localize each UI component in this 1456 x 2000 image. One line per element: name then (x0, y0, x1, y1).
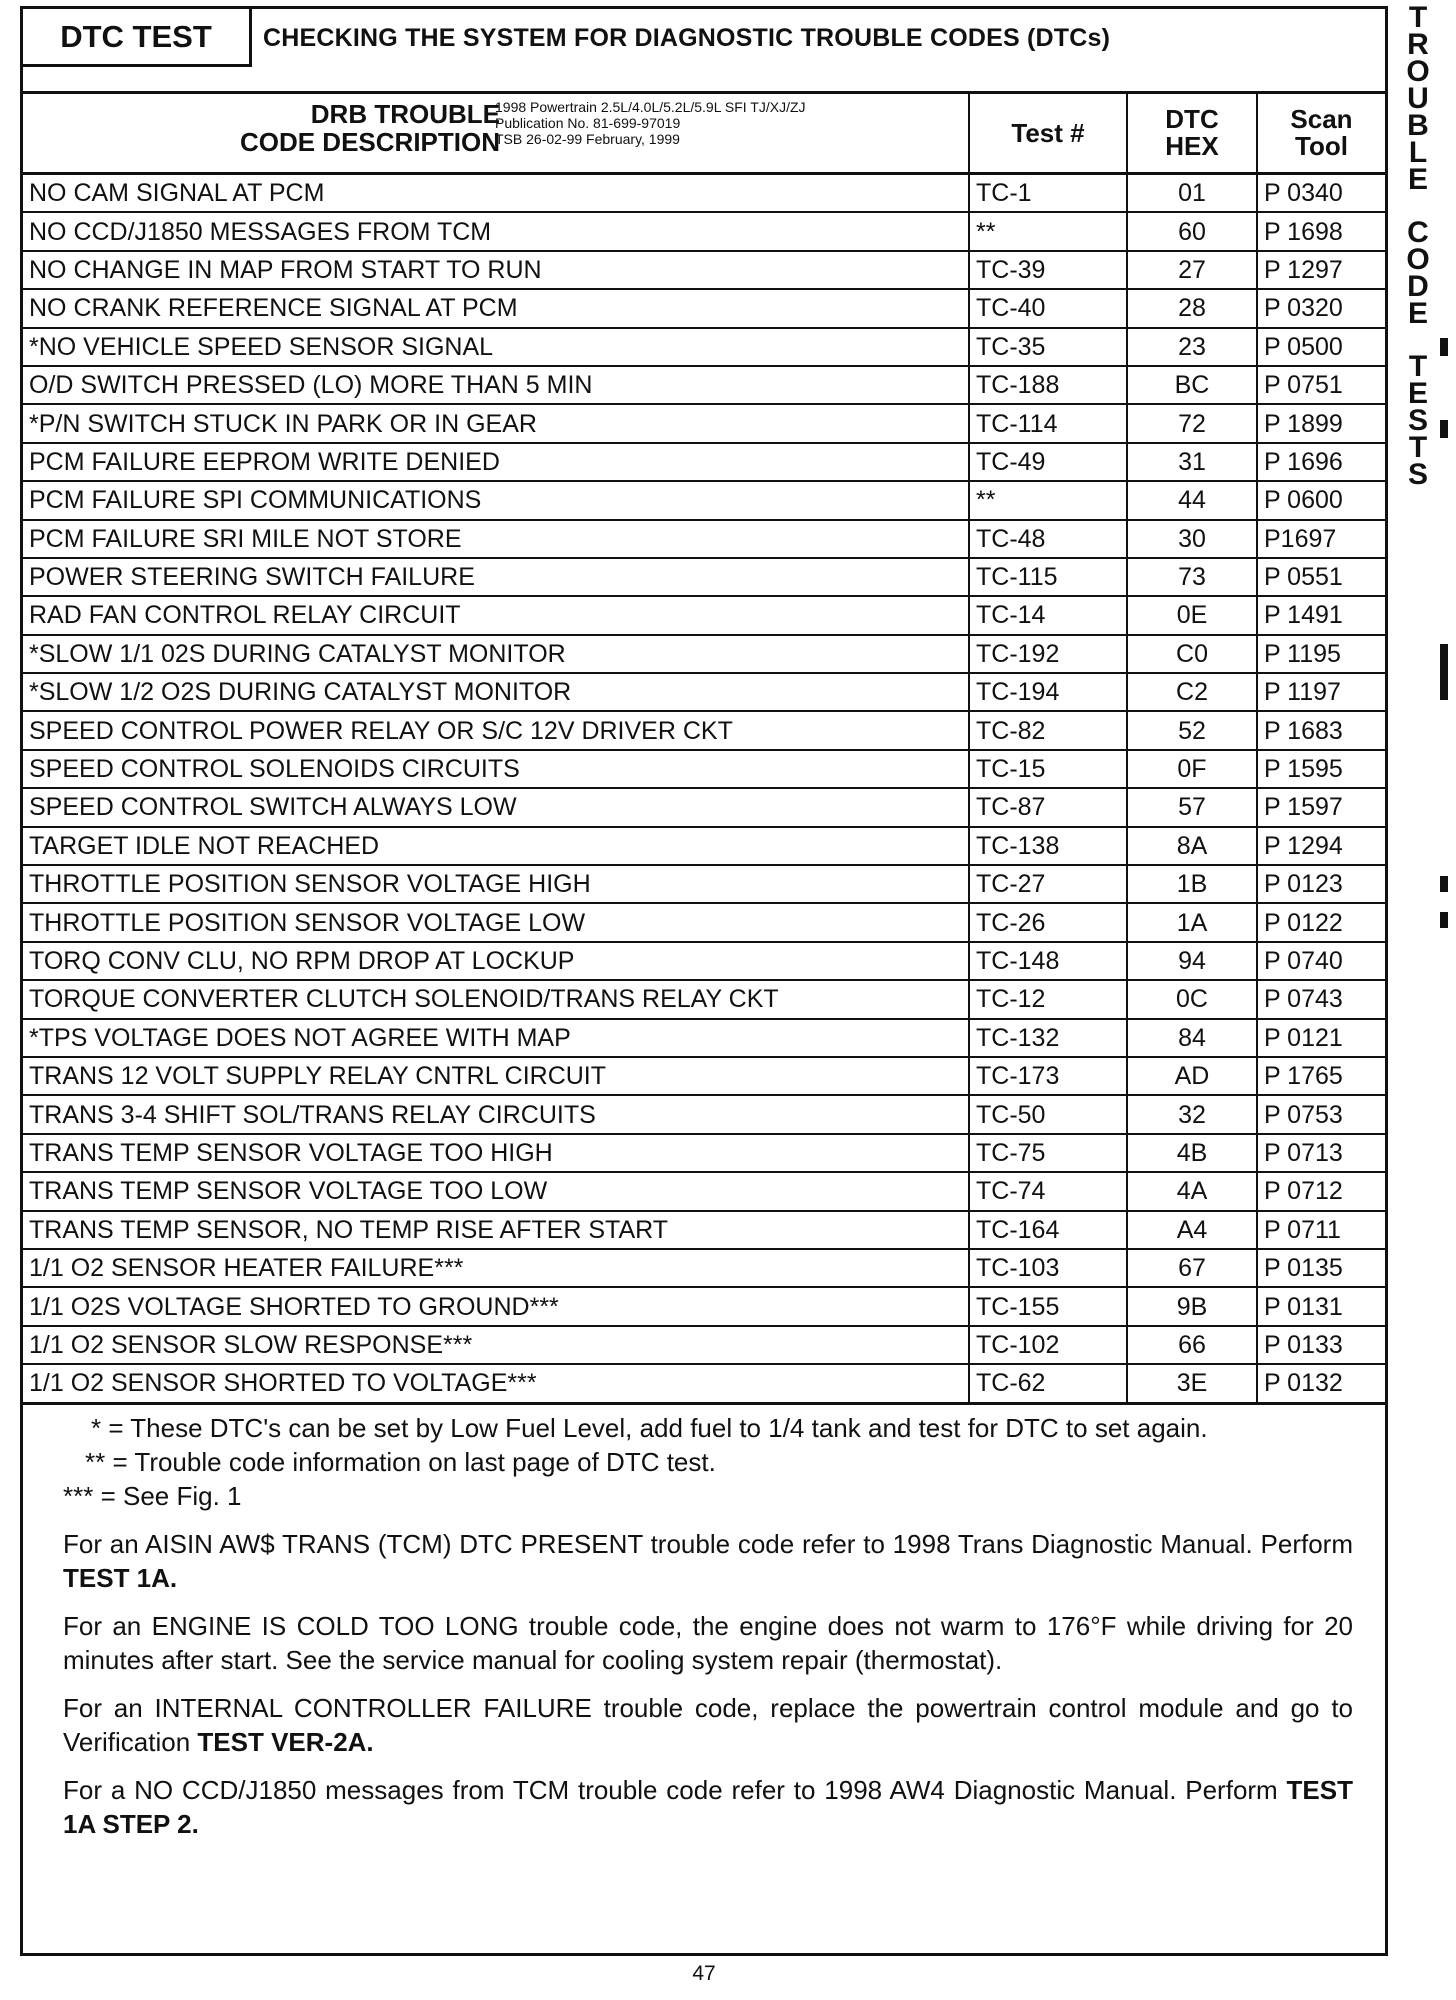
cell-description: *SLOW 1/2 O2S DURING CATALYST MONITOR (23, 673, 969, 711)
test-column-header (969, 94, 1127, 174)
thumb-index-mark (1440, 876, 1448, 892)
table-row (23, 366, 1385, 404)
cell-hex: 27 (1127, 251, 1257, 289)
cell-description: 1/1 O2 SENSOR HEATER FAILURE*** (23, 1249, 969, 1287)
cell-scan: P 0133 (1257, 1326, 1385, 1364)
cell-scan: P 1195 (1257, 635, 1385, 673)
cell-hex: 30 (1127, 520, 1257, 558)
table-row (23, 1364, 1385, 1403)
cell-description: *P/N SWITCH STUCK IN PARK OR IN GEAR (23, 404, 969, 442)
publication-info (495, 99, 806, 147)
cell-hex: C0 (1127, 635, 1257, 673)
cell-description: TRANS 12 VOLT SUPPLY RELAY CNTRL CIRCUIT (23, 1057, 969, 1095)
cell-scan: P 0711 (1257, 1211, 1385, 1249)
table-row (23, 558, 1385, 596)
cell-hex: 4A (1127, 1172, 1257, 1210)
cell-scan: P 0753 (1257, 1095, 1385, 1133)
side-tab-word-code (1398, 216, 1438, 330)
cell-test: TC-173 (969, 1057, 1127, 1095)
page-number: 47 (692, 1962, 716, 1985)
cell-description: THROTTLE POSITION SENSOR VOLTAGE LOW (23, 903, 969, 941)
cell-description: SPEED CONTROL POWER RELAY OR S/C 12V DRIVER CKT (23, 711, 969, 749)
cell-test: TC-194 (969, 673, 1127, 711)
note-no-ccd (63, 1773, 1353, 1841)
cell-test: TC-39 (969, 251, 1127, 289)
note-aisin-trans (63, 1527, 1353, 1595)
scan-header-line2: Tool (1295, 131, 1348, 161)
cell-scan: P 1765 (1257, 1057, 1385, 1095)
cell-description: *NO VEHICLE SPEED SENSOR SIGNAL (23, 328, 969, 366)
table-row (23, 865, 1385, 903)
table-row (23, 328, 1385, 366)
test-header-label: Test # (1011, 117, 1085, 148)
cell-scan: P 0740 (1257, 942, 1385, 980)
cell-description: O/D SWITCH PRESSED (LO) MORE THAN 5 MIN (23, 366, 969, 404)
cell-hex: 72 (1127, 404, 1257, 442)
side-tab-letter: T (1408, 431, 1428, 464)
table-row (23, 481, 1385, 519)
cell-hex: 67 (1127, 1249, 1257, 1287)
cell-test: TC-164 (969, 1211, 1127, 1249)
cell-hex: 9B (1127, 1287, 1257, 1325)
cell-scan: P 0713 (1257, 1134, 1385, 1172)
page-title: CHECKING THE SYSTEM FOR DIAGNOSTIC TROUBLE CODES (DTCs) (263, 24, 1111, 52)
cell-description: TRANS TEMP SENSOR VOLTAGE TOO HIGH (23, 1134, 969, 1172)
table-row (23, 1019, 1385, 1057)
cell-scan: P 1491 (1257, 596, 1385, 634)
table-header-row (23, 94, 1385, 174)
table-row (23, 711, 1385, 749)
table-row (23, 1326, 1385, 1364)
cell-scan: P 0743 (1257, 980, 1385, 1018)
table-row (23, 1249, 1385, 1287)
section-side-tab (1398, 1, 1438, 491)
cell-hex: A4 (1127, 1211, 1257, 1249)
cell-description: RAD FAN CONTROL RELAY CIRCUIT (23, 596, 969, 634)
cell-test: TC-102 (969, 1326, 1127, 1364)
cell-test: TC-82 (969, 711, 1127, 749)
table-row (23, 1134, 1385, 1172)
scan-header-line1: Scan (1290, 104, 1353, 134)
cell-description: SPEED CONTROL SWITCH ALWAYS LOW (23, 788, 969, 826)
note-aisin-trans-test: TEST 1A. (63, 1563, 178, 1593)
cell-description: *TPS VOLTAGE DOES NOT AGREE WITH MAP (23, 1019, 969, 1057)
cell-description: THROTTLE POSITION SENSOR VOLTAGE HIGH (23, 865, 969, 903)
cell-test: TC-148 (969, 942, 1127, 980)
table-row (23, 750, 1385, 788)
side-tab-letter: B (1407, 109, 1429, 142)
cell-test: TC-15 (969, 750, 1127, 788)
cell-scan: P 1297 (1257, 251, 1385, 289)
cell-test: TC-74 (969, 1172, 1127, 1210)
cell-scan: P 1683 (1257, 711, 1385, 749)
cell-scan: P 1698 (1257, 212, 1385, 250)
note-no-ccd-text: For a NO CCD/J1850 messages from TCM trouble code refer to 1998 AW4 Diagnostic Manual. Perform (63, 1775, 1287, 1805)
notes-section (63, 1411, 1353, 1841)
cell-description: TORQ CONV CLU, NO RPM DROP AT LOCKUP (23, 942, 969, 980)
table-row (23, 404, 1385, 442)
thumb-index-mark (1440, 420, 1448, 438)
section-label: DTC TEST (23, 9, 252, 67)
description-column-header (23, 94, 969, 174)
cell-hex: 94 (1127, 942, 1257, 980)
publication-line1: 1998 Powertrain 2.5L/4.0L/5.2L/5.9L SFI TJ/XJ/ZJ (495, 99, 806, 115)
table-row (23, 980, 1385, 1018)
cell-hex: 73 (1127, 558, 1257, 596)
description-title-line1: DRB TROUBLE (310, 99, 500, 129)
side-tab-letter: T (1408, 1, 1428, 34)
cell-description: *SLOW 1/1 02S DURING CATALYST MONITOR (23, 635, 969, 673)
cell-test: TC-48 (969, 520, 1127, 558)
cell-test: TC-114 (969, 404, 1127, 442)
cell-description: TRANS TEMP SENSOR VOLTAGE TOO LOW (23, 1172, 969, 1210)
cell-hex: BC (1127, 366, 1257, 404)
table-row (23, 903, 1385, 941)
cell-test: TC-62 (969, 1364, 1127, 1403)
thumb-index-mark (1440, 338, 1448, 356)
cell-scan: P 0751 (1257, 366, 1385, 404)
cell-scan: P 1597 (1257, 788, 1385, 826)
cell-description: PCM FAILURE SRI MILE NOT STORE (23, 520, 969, 558)
cell-test: TC-138 (969, 827, 1127, 865)
note-internal-controller-text: For an INTERNAL CONTROLLER FAILURE trouble code, replace the powertrain control module and go to Verification (63, 1693, 1353, 1757)
cell-hex: 44 (1127, 481, 1257, 519)
table-row (23, 635, 1385, 673)
table-row (23, 1287, 1385, 1325)
cell-description: TRANS 3-4 SHIFT SOL/TRANS RELAY CIRCUITS (23, 1095, 969, 1133)
cell-scan: P 0121 (1257, 1019, 1385, 1057)
dtc-rows (23, 174, 1385, 1404)
cell-hex: 8A (1127, 827, 1257, 865)
cell-scan: P 0600 (1257, 481, 1385, 519)
side-tab-letter: E (1407, 377, 1428, 410)
cell-test: TC-50 (969, 1095, 1127, 1133)
cell-description: 1/1 O2S VOLTAGE SHORTED TO GROUND*** (23, 1287, 969, 1325)
side-tab-word-tests (1398, 350, 1438, 491)
side-tab-letter: O (1406, 243, 1430, 276)
hex-header-line1: DTC (1165, 104, 1219, 134)
side-tab-letter: D (1407, 270, 1429, 303)
cell-hex: 01 (1127, 174, 1257, 213)
cell-scan: P 1595 (1257, 750, 1385, 788)
cell-hex: 0C (1127, 980, 1257, 1018)
cell-description: SPEED CONTROL SOLENOIDS CIRCUITS (23, 750, 969, 788)
note-internal-controller-test: TEST VER-2A. (197, 1727, 374, 1757)
table-row (23, 788, 1385, 826)
side-tab-letter: S (1407, 458, 1428, 491)
cell-scan: P 0551 (1257, 558, 1385, 596)
table-row (23, 174, 1385, 213)
cell-hex: AD (1127, 1057, 1257, 1095)
header-box (23, 9, 1385, 94)
page-frame (20, 6, 1388, 1956)
cell-test: TC-75 (969, 1134, 1127, 1172)
side-tab-letter: R (1407, 28, 1429, 61)
publication-line2: Publication No. 81-699-97019 (495, 115, 681, 131)
cell-scan: P 0123 (1257, 865, 1385, 903)
cell-hex: 0E (1127, 596, 1257, 634)
cell-description: POWER STEERING SWITCH FAILURE (23, 558, 969, 596)
table-row (23, 1211, 1385, 1249)
cell-scan: P 1696 (1257, 443, 1385, 481)
side-tab-letter: E (1407, 297, 1428, 330)
cell-test: TC-35 (969, 328, 1127, 366)
side-tab-letter: U (1407, 82, 1429, 115)
side-tab-letter: E (1407, 163, 1428, 196)
cell-test: TC-12 (969, 980, 1127, 1018)
scan-column-header (1257, 94, 1385, 174)
note-internal-controller (63, 1691, 1353, 1759)
cell-hex: 1B (1127, 865, 1257, 903)
thumb-index-mark (1440, 912, 1448, 928)
cell-description: 1/1 O2 SENSOR SHORTED TO VOLTAGE*** (23, 1364, 969, 1403)
note-aisin-trans-text: For an AISIN AW$ TRANS (TCM) DTC PRESENT trouble code refer to 1998 Trans Diagnostic Manual. Perform (63, 1529, 1353, 1559)
cell-scan: P 1197 (1257, 673, 1385, 711)
note-no-ccd-test: TEST 1A STEP 2. (63, 1775, 1353, 1839)
cell-hex: 32 (1127, 1095, 1257, 1133)
hex-header-line2: HEX (1165, 131, 1219, 161)
side-tab-letter: C (1407, 216, 1429, 249)
side-tab-letter: S (1407, 404, 1428, 437)
table-row (23, 673, 1385, 711)
cell-test: TC-132 (969, 1019, 1127, 1057)
table-row (23, 1095, 1385, 1133)
footnote-double-asterisk: ** = Trouble code information on last page of DTC test. (85, 1447, 716, 1477)
cell-hex: 4B (1127, 1134, 1257, 1172)
cell-test: TC-115 (969, 558, 1127, 596)
table-row (23, 942, 1385, 980)
cell-test: TC-87 (969, 788, 1127, 826)
cell-description: TORQUE CONVERTER CLUTCH SOLENOID/TRANS RELAY CKT (23, 980, 969, 1018)
cell-hex: 60 (1127, 212, 1257, 250)
cell-scan: P 0500 (1257, 328, 1385, 366)
side-tab-letter: L (1408, 136, 1428, 169)
footnote-triple-asterisk: *** = See Fig. 1 (63, 1481, 242, 1511)
thumb-index-mark (1440, 644, 1448, 700)
cell-hex: 84 (1127, 1019, 1257, 1057)
cell-scan: P 0132 (1257, 1364, 1385, 1403)
publication-line3: TSB 26-02-99 February, 1999 (495, 131, 680, 147)
cell-hex: 66 (1127, 1326, 1257, 1364)
cell-test: TC-192 (969, 635, 1127, 673)
side-tab-letter: T (1408, 350, 1428, 383)
cell-test: TC-49 (969, 443, 1127, 481)
cell-description: TRANS TEMP SENSOR, NO TEMP RISE AFTER START (23, 1211, 969, 1249)
cell-description: NO CCD/J1850 MESSAGES FROM TCM (23, 212, 969, 250)
cell-test: ** (969, 481, 1127, 519)
cell-scan: P 0122 (1257, 903, 1385, 941)
cell-scan: P 1294 (1257, 827, 1385, 865)
footnote-single-asterisk: * = These DTC's can be set by Low Fuel Level, add fuel to 1/4 tank and test for DTC to set again. (91, 1413, 1208, 1443)
cell-scan: P1697 (1257, 520, 1385, 558)
cell-test: TC-103 (969, 1249, 1127, 1287)
description-title-line2: CODE DESCRIPTION (239, 127, 500, 157)
dtc-table (23, 94, 1385, 1405)
hex-column-header (1127, 94, 1257, 174)
table-row (23, 251, 1385, 289)
cell-description: NO CRANK REFERENCE SIGNAL AT PCM (23, 289, 969, 327)
cell-scan: P 0320 (1257, 289, 1385, 327)
cell-hex: 0F (1127, 750, 1257, 788)
cell-hex: 28 (1127, 289, 1257, 327)
cell-scan: P 1899 (1257, 404, 1385, 442)
cell-scan: P 0135 (1257, 1249, 1385, 1287)
cell-hex: 3E (1127, 1364, 1257, 1403)
cell-description: NO CHANGE IN MAP FROM START TO RUN (23, 251, 969, 289)
cell-hex: C2 (1127, 673, 1257, 711)
table-row (23, 520, 1385, 558)
cell-description: TARGET IDLE NOT REACHED (23, 827, 969, 865)
cell-test: ** (969, 212, 1127, 250)
cell-hex: 23 (1127, 328, 1257, 366)
cell-description: NO CAM SIGNAL AT PCM (23, 174, 969, 213)
table-row (23, 827, 1385, 865)
cell-test: TC-27 (969, 865, 1127, 903)
cell-hex: 52 (1127, 711, 1257, 749)
cell-hex: 57 (1127, 788, 1257, 826)
cell-test: TC-14 (969, 596, 1127, 634)
cell-scan: P 0131 (1257, 1287, 1385, 1325)
cell-test: TC-40 (969, 289, 1127, 327)
table-row (23, 1172, 1385, 1210)
cell-scan: P 0712 (1257, 1172, 1385, 1210)
cell-hex: 1A (1127, 903, 1257, 941)
note-engine-cold: For an ENGINE IS COLD TOO LONG trouble code, the engine does not warm to 176°F while driving for 20 minutes after start. See the service manual for cooling system repair (thermostat). (63, 1611, 1353, 1675)
side-tab-letter: O (1406, 55, 1430, 88)
table-row (23, 596, 1385, 634)
cell-test: TC-1 (969, 174, 1127, 213)
table-row (23, 289, 1385, 327)
cell-hex: 31 (1127, 443, 1257, 481)
table-row (23, 1057, 1385, 1095)
cell-scan: P 0340 (1257, 174, 1385, 213)
side-tab-word-trouble (1398, 1, 1438, 196)
table-row (23, 443, 1385, 481)
cell-test: TC-26 (969, 903, 1127, 941)
cell-description: PCM FAILURE SPI COMMUNICATIONS (23, 481, 969, 519)
cell-test: TC-155 (969, 1287, 1127, 1325)
cell-description: PCM FAILURE EEPROM WRITE DENIED (23, 443, 969, 481)
table-row (23, 212, 1385, 250)
cell-test: TC-188 (969, 366, 1127, 404)
cell-description: 1/1 O2 SENSOR SLOW RESPONSE*** (23, 1326, 969, 1364)
